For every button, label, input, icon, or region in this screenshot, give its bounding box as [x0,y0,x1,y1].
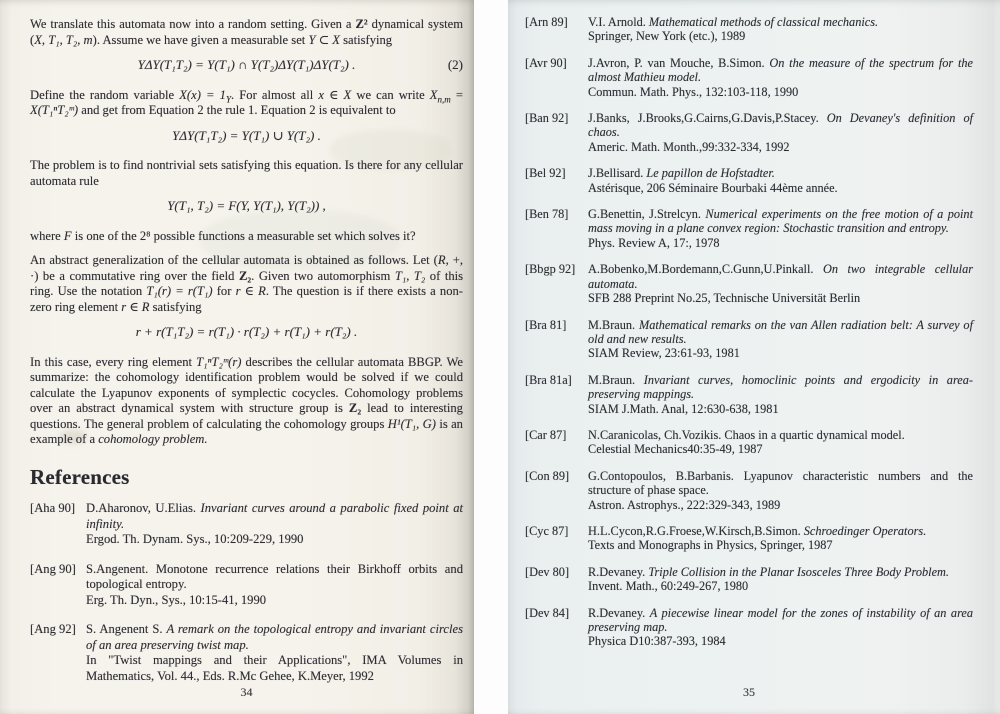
italic-text-run: cohomology problem. [98,432,208,446]
text-run: SIAM J.Math. Anal, 12:630-638, 1981 [588,401,779,416]
text-run: J.Bellisard. [588,166,647,181]
text-run: Astérisque, 206 Séminaire Bourbaki 44ème année. [588,180,838,195]
equation-text: Y(T₁, T₂) = F(Y, Y(T₁), Y(T₂)) , [167,198,326,213]
text-run: Define the random variable [30,87,180,102]
italic-text-run: A remark on the topological entropy and invariant circles of an area preserving twist map. [86,622,463,652]
italic-text-run: x ∈ X [318,87,352,102]
text-run: The problem is to find nontrivial sets satisfying this equation. Is there for any cellular automata rule [30,158,463,188]
reference-text [588,606,973,649]
italic-text-run: r ∈ R [235,284,266,298]
reference-line [86,501,463,532]
reference-item [30,562,463,609]
reference-item [525,565,973,594]
text-run: Texts and Monographs in Physics, Springer, 1987 [588,538,833,553]
page-number: 34 [240,685,253,699]
text-run: is one of the 2⁸ possible functions a measurable set which solves it? [71,228,416,243]
italic-text-run: T₁(r) = r(T₁) [146,284,213,298]
reference-text [588,262,973,305]
left-page [0,0,474,714]
text-run: ). Assume we have given a measurable set [92,32,309,47]
paragraph [30,88,463,119]
text-run: for [212,284,236,298]
reference-line [588,207,973,236]
reference-line [588,606,973,635]
text-run: A.Bobenko,M.Bordemann,C.Gunn,U.Pinkall. [588,262,823,277]
paragraph [30,158,463,189]
italic-text-run: On the measure of the spectrum for the almost Mathieu model. [588,55,973,85]
text-run: In "Twist mappings and their Applications", IMA Volumes in Mathematics, Vol. 44., Eds. R.Mc Gehee, K.Meyer, 1992 [86,653,463,683]
text-run: Springer, New York (etc.), 1989 [588,29,746,44]
reference-item [525,469,973,512]
italic-text-run: Invariant curves, homoclinic points and ergodicity in area-preserving mappings. [588,372,973,402]
reference-line [588,579,973,593]
text-run: SFB 288 Preprint No.25, Technische Universität Berlin [588,291,861,306]
reference-label: [Arn 89] [525,15,568,29]
italic-text-run: Triple Collision in the Planar Isosceles Three Body Problem. [648,564,950,579]
text-run: where [30,228,64,243]
reference-label: [Dev 84] [525,605,570,620]
page-gutter [474,0,508,714]
text-run: is an example of a [30,416,463,446]
reference-text [86,501,463,548]
reference-text [86,622,463,684]
italic-text-run: Invariant curves around a parabolic fixed point at infinity. [86,501,464,531]
text-run: Z² [355,17,368,31]
text-run: and get from Equation 2 the rule 1. Equation 2 is equivalent to [78,103,396,117]
text-run: Erg. Th. Dyn., Sys., 10:15-41, 1990 [86,592,267,607]
text-run: In this case, every ring element [30,354,197,369]
italic-text-run: Y [225,94,231,105]
reference-text [86,562,463,609]
reference-item [525,15,973,44]
paragraph [30,253,463,315]
text-run: Celestial Mechanics40:35-49, 1987 [588,442,763,457]
reference-item [525,207,973,250]
text-run: . Given two automorphism [251,268,395,283]
reference-text [588,318,973,361]
text-run: J.Avron, P. van Mouche, B.Simon. [588,55,770,70]
text-run: lead to interesting questions. The general problem of calculating the cohomology groups [30,401,463,431]
text-run: dynamical system ( [30,17,464,47]
italic-text-run: Mathematical remarks on the van Allen radiation belt: A survey of old and new results. [588,317,973,346]
italic-text-run: R [437,253,446,267]
italic-text-run: F [63,228,72,243]
reference-line [86,593,463,609]
reference-label: [Aha 90] [30,501,76,515]
reference-text [588,565,973,594]
reference-item [525,318,973,361]
italic-text-run: Schroedinger Operators. [803,523,927,538]
reference-label: [Con 89] [525,468,570,483]
text-run: Physica D10:387-393, 1984 [588,634,726,649]
reference-line [86,562,463,593]
paragraph [30,229,463,245]
reference-line [588,291,973,305]
text-run: satisfying [339,32,393,47]
equation [30,324,463,340]
reference-text [588,524,973,553]
equation-text: YΔY(T₁T₂) = Y(T₁) ∪ Y(T₂) . [172,127,321,143]
reference-label: [Ben 78] [525,207,569,222]
reference-item [525,428,973,457]
reference-line [588,538,973,552]
reference-item [525,166,973,195]
reference-item [30,622,463,684]
reference-item [525,373,973,416]
text-run: . For almost all [230,87,319,102]
reference-label: [Bbgp 92] [525,262,576,277]
italic-text-run: A piecewise linear model for the zones of instability of an area preserving map. [588,605,974,634]
reference-label: [Car 87] [525,427,567,442]
text-run: Ergod. Th. Dynam. Sys., 10:209-229, 1990 [86,532,304,546]
reference-line [588,56,973,85]
text-run: D.Aharonov, U.Elias. [86,501,201,515]
reference-line [588,236,973,250]
text-run: satisfying [149,299,202,314]
text-run: . The question is if there exists a non-zero ring element [30,284,463,314]
reference-label: [Cyc 87] [525,523,569,538]
italic-text-run: n,m [437,94,451,105]
reference-line [588,346,973,360]
page-number: 35 [743,685,755,699]
italic-text-run: On Devaney's definition of chaos. [588,111,974,140]
reference-line [588,442,973,456]
equation [30,198,463,214]
text-run: J.Banks, J.Brooks,G.Cairns,G.Davis,P.Stacey. [588,111,827,126]
text-run: G.Contopoulos, B.Barbanis. Lyapunov characteristic numbers and the structure of phase space. [588,468,973,498]
italic-text-run: X [429,87,438,102]
reference-line [588,181,973,195]
text-run: , +, ·) be a commutative ring over the field [30,253,463,283]
reference-label: [Bra 81] [525,317,567,332]
reference-line [588,498,973,512]
reference-text [588,56,973,99]
equation [30,128,463,144]
right-page-text-block [525,15,973,661]
text-run: We translate this automata now into a random setting. Given a [30,17,356,31]
paragraph [30,355,463,448]
reference-label: [Ang 90] [30,561,76,576]
text-run: M.Braun. [588,317,639,332]
text-run: N.Caranicolas, Ch.Vozikis. Chaos in a quartic dynamical model. [588,427,905,442]
equation [30,57,463,73]
text-run: we can write [351,87,430,102]
right-page [508,0,1000,714]
italic-text-run: X, T₁, T₂, m [34,32,93,47]
reference-line [588,373,973,402]
reference-text [588,15,973,44]
reference-line [588,565,973,579]
text-run: R.Devaney. [588,605,650,620]
italic-text-run: H¹(T₁, G) [387,416,436,431]
reference-label: [Bra 81a] [525,372,572,387]
reference-text [588,373,973,416]
text-run: describes the cellular automata BBGP. We summarize: the cohomology identification problem would be solved if we could calculate the Lyapunov exponents of symplectic cocycles. Cohomology problems over an abstract dynamical system with structure group is [30,354,464,415]
text-run: of this ring. Use the notation [30,268,464,298]
reference-label: [Ang 92] [30,622,76,636]
italic-text-run: X(T₁ⁿT₂ᵐ) [30,103,79,117]
reference-line [588,262,973,291]
equation-number: (2) [447,57,463,72]
references-heading: References [30,464,130,489]
text-run: S.Angenent. Monotone recurrence relations their Birkhoff orbits and topological entropy. [86,561,463,591]
reference-line [588,402,973,416]
text-run: Phys. Review A, 17:, 1978 [588,235,720,250]
text-run: V.I. Arnold. [588,15,649,29]
text-run: SIAM Review, 23:61-93, 1981 [588,346,740,361]
italic-text-run: T₁ⁿT₂ᵐ(r) [196,354,242,369]
italic-text-run: Numerical experiments on the free motion of a point mass moving in a plane convex region: Stochastic transition and entropy. [588,207,973,236]
reference-line [86,532,463,548]
reference-item [525,111,973,154]
reference-item [525,606,973,649]
reference-text [588,166,973,195]
text-run: Astron. Astrophys., 222:329-343, 1989 [588,497,781,512]
italic-text-run: Mathematical methods of classical mechanics. [648,15,879,29]
reference-line [588,634,973,648]
text-run: Invent. Math., 60:249-267, 1980 [588,579,749,594]
reference-line [588,15,973,29]
paragraph [30,17,463,48]
reference-line [588,140,973,154]
text-run: S. Angenent S. [86,622,167,636]
italic-text-run: Le papillon de Hofstadter. [646,166,775,181]
reference-text [588,207,973,250]
text-run: G.Benettin, J.Strelcyn. [588,207,706,222]
reference-text [588,111,973,154]
reference-item [525,56,973,99]
reference-line [588,318,973,347]
reference-item [525,524,973,553]
reference-line [588,469,973,498]
reference-line [86,622,463,653]
reference-item [525,262,973,305]
reference-line [588,85,973,99]
equation-text: YΔY(T₁T₂) = Y(T₁) ∩ Y(T₂)ΔY(T₁)ΔY(T₂) . [137,57,356,72]
reference-label: [Avr 90] [525,55,567,70]
reference-line [86,653,463,684]
reference-item [30,501,463,548]
reference-line [588,111,973,140]
reference-text [588,428,973,457]
text-run: An abstract generalization of the cellular automata is obtained as follows. Let ( [30,253,438,267]
italic-text-run: T₁, T₂ [394,268,426,283]
reference-label: [Dev 80] [525,564,570,579]
reference-line [588,166,973,180]
text-run: Americ. Math. Month.,99:332-334, 1992 [588,139,790,154]
reference-label: [Ban 92] [525,111,569,126]
text-run: R.Devaney. [588,564,649,579]
italic-text-run: Y ⊂ X [308,32,340,47]
reference-line [588,428,973,442]
italic-text-run: r ∈ R [121,299,150,314]
equation-text: r + r(T₁T₂) = r(T₁) · r(T₂) + r(T₁) + r(T₂) . [135,324,358,339]
reference-text [588,469,973,512]
text-run: Z₂ [348,401,362,415]
italic-text-run: X(x) = 1 [179,87,226,102]
reference-line [588,524,973,538]
text-run: = [450,87,463,102]
text-run: H.L.Cycon,R.G.Froese,W.Kirsch,B.Simon. [588,523,804,538]
reference-line [588,29,973,43]
reference-label: [Bel 92] [525,166,566,181]
italic-text-run: On two integrable cellular automata. [588,262,974,291]
text-run: Commun. Math. Phys., 132:103-118, 1990 [588,84,799,99]
text-run: M.Braun. [588,372,644,387]
text-run: Z₂ [238,268,252,283]
left-page-text-block [30,17,463,698]
